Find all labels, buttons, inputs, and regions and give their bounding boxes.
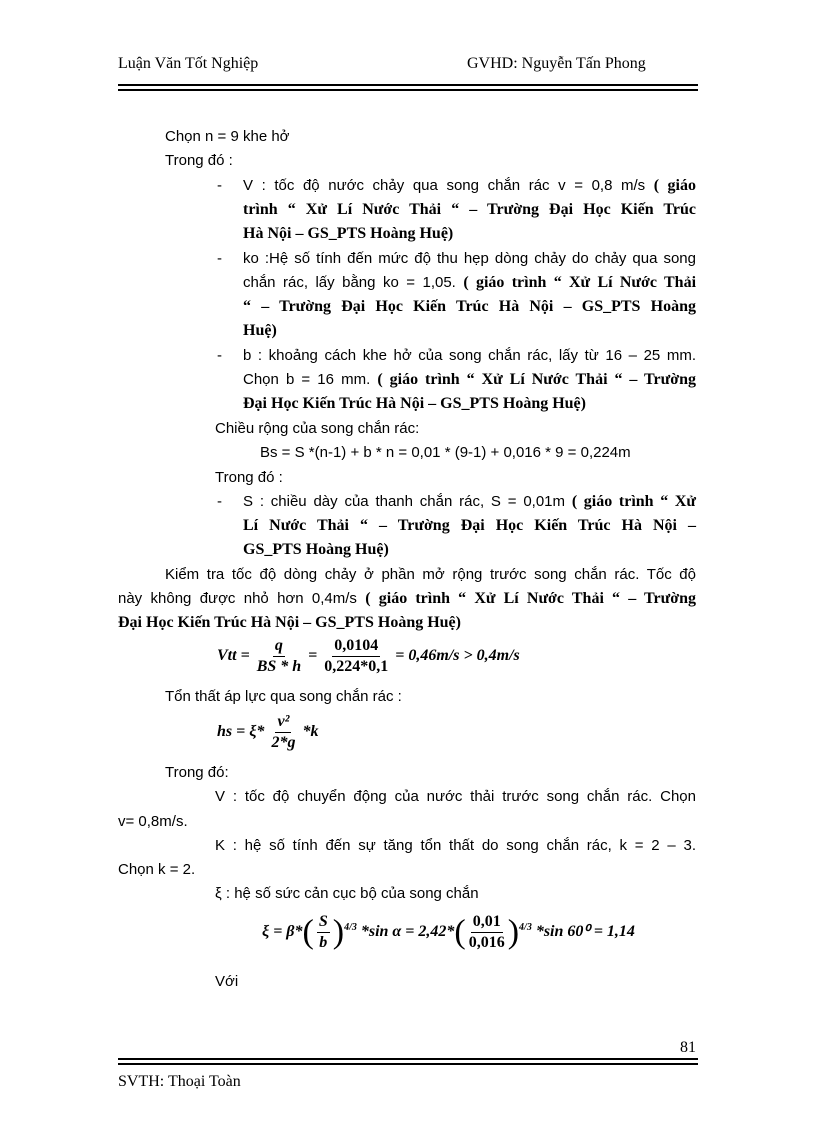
citation: ( giáo trình “ Xử bbox=[571, 493, 696, 510]
formula-bs: Bs = S *(n-1) + b * n = 0,01 * (9-1) + 0,016 * 9 = 0,224m bbox=[260, 444, 631, 461]
denominator: 0,224*0,1 bbox=[324, 658, 389, 675]
paren: ( bbox=[302, 913, 314, 951]
formula-part: = 0,46m/s > 0,4m/s bbox=[395, 647, 520, 665]
citation: trình “ Xử Lí Nước Thải “ – Trường Đại Học Kiến Trúc bbox=[243, 201, 696, 218]
footer-rule bbox=[118, 1058, 698, 1065]
citation: Đại Học Kiến Trúc Hà Nội – GS_PTS Hoàng Huệ) bbox=[118, 614, 461, 631]
text-line bbox=[243, 370, 696, 390]
formula-part: Vtt = bbox=[217, 647, 250, 665]
text-line: Kiểm tra tốc độ dòng chảy ở phần mở rộng trước song chắn rác. Tốc độ bbox=[165, 566, 696, 583]
text-line: Chọn k = 2. bbox=[118, 861, 196, 878]
text: chắn rác, lấy bằng ko = 1,05. bbox=[243, 274, 456, 291]
fraction bbox=[317, 912, 330, 953]
citation: Hà Nội – GS_PTS Hoàng Huệ) bbox=[243, 225, 454, 242]
fraction bbox=[257, 636, 301, 677]
header-advisor: GVHD: Nguyễn Tấn Phong bbox=[467, 55, 646, 72]
text-line bbox=[243, 492, 696, 512]
text-line: b : khoảng cách khe hở của song chắn rác, lấy từ 16 – 25 mm. bbox=[243, 347, 696, 364]
fraction bbox=[324, 636, 388, 677]
denominator: BS * h bbox=[256, 658, 302, 675]
formula-part: *sin 60⁰ = 1,14 bbox=[535, 923, 635, 941]
bullet-dash: - bbox=[217, 347, 222, 364]
citation: GS_PTS Hoàng Huệ) bbox=[243, 541, 389, 558]
citation: ( giáo trình “ Xử Lí Nước Thải bbox=[463, 274, 697, 291]
text: V : tốc độ nước chảy qua song chắn rác v = 0,8 m/s bbox=[243, 177, 646, 194]
denominator: 0,016 bbox=[468, 934, 505, 951]
text-line bbox=[243, 176, 696, 196]
exponent: 4/3 bbox=[519, 921, 532, 933]
header-rule bbox=[118, 84, 698, 91]
formula-xi bbox=[262, 912, 635, 953]
formula-part: ξ = β* bbox=[262, 923, 303, 941]
text: này không được nhỏ hơn 0,4m/s bbox=[118, 590, 357, 607]
numerator: S bbox=[317, 912, 330, 933]
text-line: ko :Hệ số tính đến mức độ thu hẹp dòng chảy do chảy qua song bbox=[243, 250, 696, 267]
citation: ( giáo trình “ Xử Lí Nước Thải “ – Trường bbox=[365, 590, 696, 607]
citation: “ – Trường Đại Học Kiến Trúc Hà Nội – GS_PTS Hoàng bbox=[243, 298, 696, 315]
numerator: q bbox=[273, 636, 285, 657]
bullet-dash: - bbox=[217, 493, 222, 510]
citation: ( giáo bbox=[653, 177, 696, 194]
text-line: Trong đó : bbox=[215, 469, 283, 486]
numerator: v² bbox=[275, 712, 291, 733]
formula-part: *sin α = 2,42* bbox=[360, 923, 455, 941]
page-number: 81 bbox=[680, 1039, 696, 1056]
text-line: Với bbox=[215, 973, 239, 990]
bullet-dash: - bbox=[217, 250, 222, 267]
fraction bbox=[469, 912, 505, 953]
text-line: V : tốc độ chuyển động của nước thải trước song chắn rác. Chọn bbox=[215, 788, 696, 805]
formula-part: = bbox=[308, 647, 318, 665]
formula-vtt bbox=[217, 636, 520, 677]
citation: Đại Học Kiến Trúc Hà Nội – GS_PTS Hoàng Huệ) bbox=[243, 395, 586, 412]
text-line: Chiều rộng của song chắn rác: bbox=[215, 420, 420, 437]
bullet-dash: - bbox=[217, 177, 222, 194]
paren: ) bbox=[507, 913, 520, 951]
text-line: v= 0,8m/s. bbox=[118, 813, 188, 830]
text-line: Trong đó : bbox=[165, 152, 233, 169]
footer-author: SVTH: Thoại Toàn bbox=[118, 1073, 241, 1090]
denominator: 2*g bbox=[271, 734, 296, 751]
text: Chọn b = 16 mm. bbox=[243, 371, 371, 388]
formula-part: *k bbox=[302, 723, 319, 741]
text-line: Tổn thất áp lực qua song chắn rác : bbox=[165, 688, 402, 705]
text: S : chiều dày của thanh chắn rác, S = 0,01m bbox=[243, 493, 566, 510]
text-line: Trong đó: bbox=[165, 764, 229, 781]
citation: ( giáo trình “ Xử Lí Nước Thải “ – Trường bbox=[377, 371, 696, 388]
header-title: Luận Văn Tốt Nghiệp bbox=[118, 55, 259, 72]
denominator: b bbox=[319, 934, 328, 951]
text-line: ξ : hệ số sức cản cục bộ của song chắn bbox=[215, 885, 479, 902]
text-line: K : hệ số tính đến sự tăng tổn thất do song chắn rác, k = 2 – 3. bbox=[215, 837, 696, 854]
citation: Lí Nước Thải “ – Trường Đại Học Kiến Trúc Hà Nội – bbox=[243, 517, 696, 534]
paren: ) bbox=[332, 913, 345, 951]
formula-hs bbox=[217, 712, 318, 753]
text-line: Chọn n = 9 khe hở bbox=[165, 128, 290, 145]
citation: Huệ) bbox=[243, 322, 277, 339]
paren: ( bbox=[454, 913, 466, 951]
formula-part: hs = ξ* bbox=[217, 723, 265, 741]
numerator: 0,01 bbox=[471, 912, 503, 933]
exponent: 4/3 bbox=[344, 921, 357, 933]
fraction bbox=[271, 712, 295, 753]
numerator: 0,0104 bbox=[332, 636, 380, 657]
text-line bbox=[243, 273, 696, 293]
text-line bbox=[118, 589, 696, 609]
